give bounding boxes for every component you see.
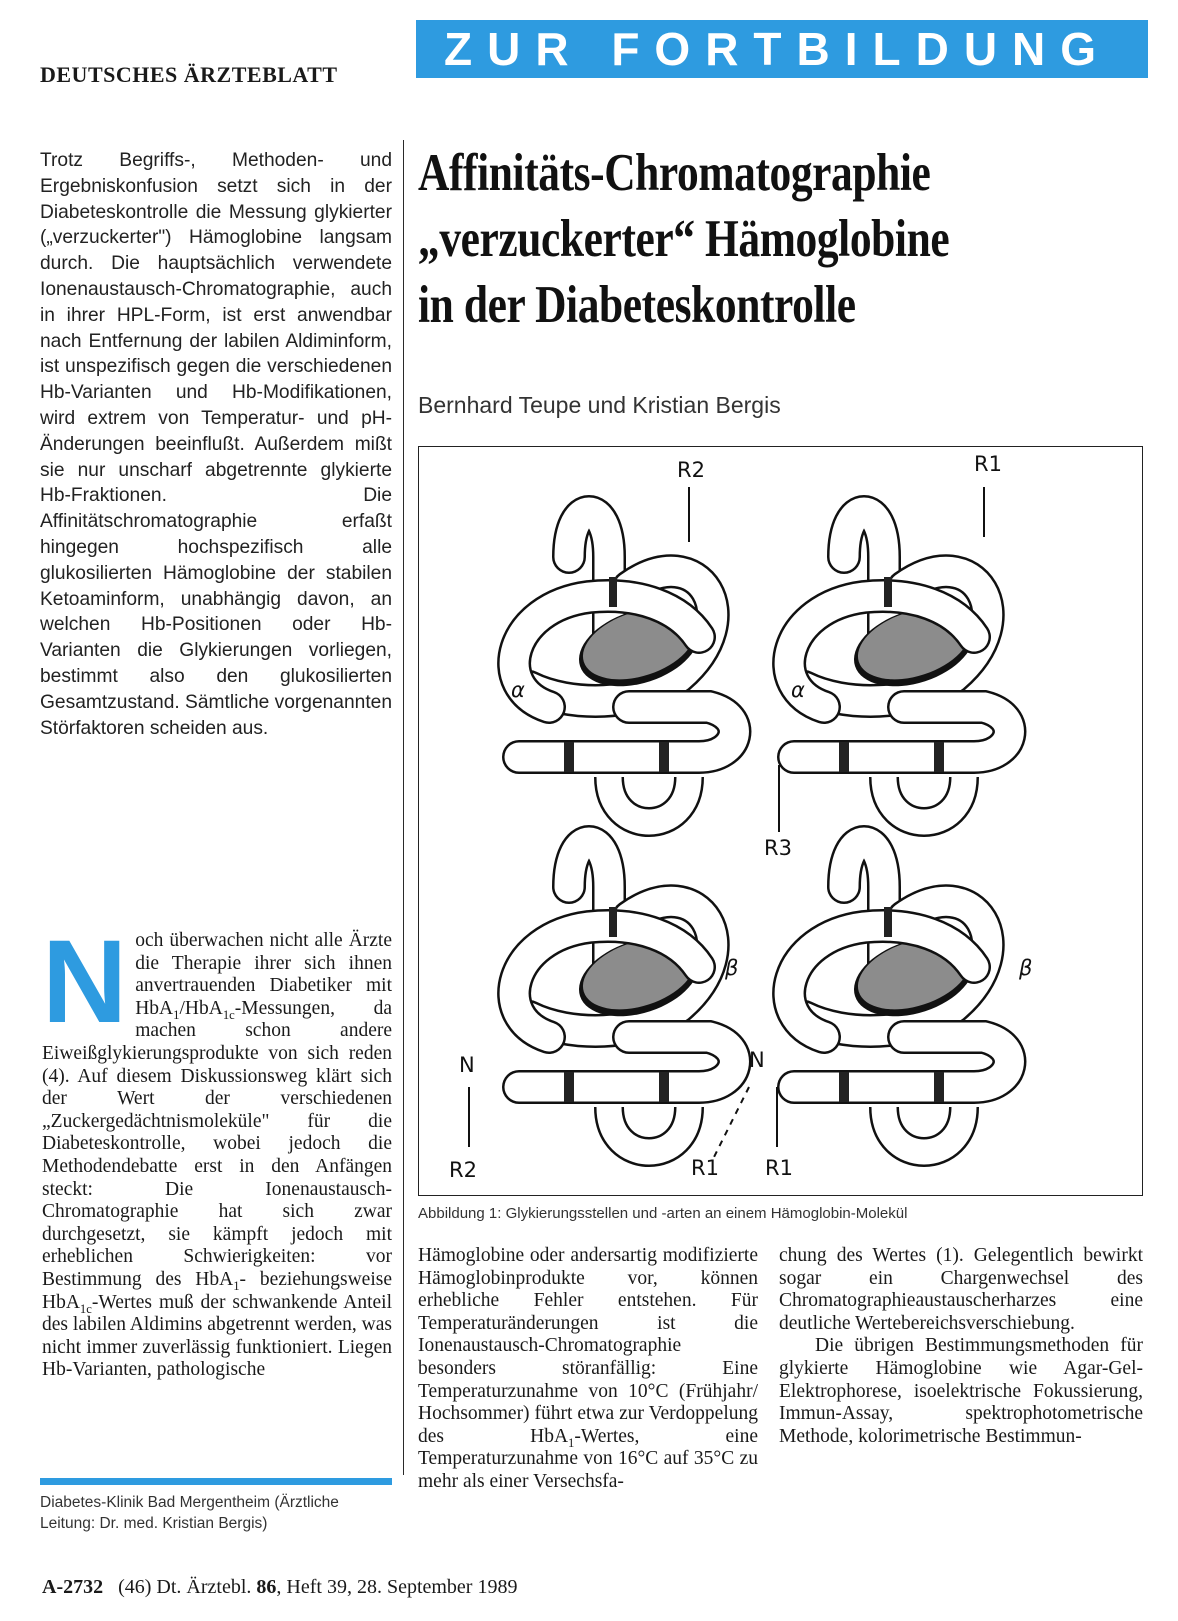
label-r3: R3: [764, 836, 792, 860]
journal-name: DEUTSCHES ÄRZTEBLATT: [40, 62, 338, 87]
abstract: Trotz Begriffs-, Methoden- und Ergebniskonfusion setzt sich in der Diabeteskontrolle die Messung glykierter („verzuckerter") Hämoglobine langsam durch. Die hauptsächlich verwendete Ionenaustausch-Chromatographie, auch in ihrer HPL-Form, ist erst anwendbar nach Entfernung der labilen Aldiminform, ist unspezifisch gegen die verschiedenen Hb-Varianten und Hb-Modifikationen, wird extrem von Temperatur- und pH-Änderungen beeinflußt. Außerdem mißt sie nur unscharf abgetrennte glykierte Hb-Fraktionen. Die Affinitätschromatographie erfaßt hingegen hochspezifisch alle glukosilierten Hämoglobine der stabilen Ketoaminform, unabhängig davon, an welchen Hb-Positionen oder Hb-Varianten die Glykierungen vorliegen, bestimmt also den glukosilierten Gesamtzustand. Sämtliche vorgenannten Störfaktoren scheiden aus.: [40, 150, 392, 739]
body-column-3: [779, 1245, 1143, 1448]
figure-caption: Abbildung 1: Glykierungsstellen und -arten an einem Hämoglobin-Molekül: [418, 1205, 908, 1222]
label-alpha-left: α: [511, 678, 525, 702]
title-line-3: in der Diabeteskontrolle: [418, 276, 856, 334]
label-r1-prime: R1: [765, 1156, 793, 1180]
title-line-2: „verzuckerter“ Hämoglobine: [418, 210, 950, 268]
affiliation-rule: [40, 1478, 392, 1485]
page-footer: A-2732 (46) Dt. Ärztebl. 86, Heft 39, 28. September 1989: [42, 1576, 518, 1598]
label-r2-bottom: R2: [449, 1158, 477, 1182]
subunit-beta-left: [514, 842, 734, 1152]
article-title: [418, 140, 1008, 338]
authors: Bernhard Teupe und Kristian Bergis: [418, 392, 781, 418]
hemoglobin-figure: [418, 446, 1143, 1196]
col3-paragraph-1: chung des Wertes (1). Gelegentlich bewirkt sogar ein Chargenwechsel des Chromatographieaustauscherharzes eine deutliche Wertebereichsverschiebung.: [779, 1245, 1143, 1334]
label-alpha-right: α: [791, 678, 805, 702]
label-r2-top: R2: [677, 458, 705, 482]
hemoglobin-diagram: [419, 447, 1144, 1197]
section-banner: ZUR FORTBILDUNG: [416, 20, 1148, 78]
drop-cap: N: [42, 916, 128, 1048]
col3-paragraph-2: Die übrigen Bestimmungsmethoden für glykierte Hämoglobine wie Agar-Gel-Elektrophorese, isoelektrische Fokussierung, Immun-Assay, spektrophotometrische Methode, kolorimetrische Bestimmun-: [779, 1335, 1143, 1447]
page-number: A-2732: [42, 1576, 104, 1598]
body-column-2: Hämoglobine oder andersartig modifizierte Hämoglobinprodukte vor, können erhebliche Fehler entstehen. Für Temperaturänderungen ist die Ionenaustausch-Chromatographie besonders störanfällig: Eine Temperaturzunahme von 10°C (Frühjahr/ Hochsommer) führt etwa zur Verdoppelung des HbA$_1$-Wertes, eine Temperaturzunahme von 16°C auf 35°C zu mehr als einer Versechsfa-: [418, 1245, 758, 1492]
label-n-right: N: [749, 1048, 765, 1072]
affiliation: Diabetes-Klinik Bad Mergentheim (Ärztliche Leitung: Dr. med. Kristian Bergis): [40, 1494, 339, 1532]
label-beta-right: β: [1019, 956, 1033, 980]
subunit-alpha-right: [789, 512, 1009, 822]
label-n-left: N: [459, 1053, 475, 1077]
column-divider: [403, 140, 404, 1475]
label-beta-left: β: [725, 956, 739, 980]
label-r1-top: R1: [974, 452, 1002, 476]
label-r1-bottom: R1: [691, 1156, 719, 1180]
intro-paragraph: Noch überwachen nicht alle Ärzte die Therapie ihrer sich ihnen anvertrauenden Diabetiker mit HbA$_1$/HbA$_{1c}$-Messungen, da machen schon andere Eiweißglykierungsprodukte von sich reden (4). Auf diesem Diskussionsweg klärt sich der Wert der verschiedenen „Zuckergedächtnismoleküle" für die Diabeteskontrolle, wobei jedoch die Methodendebatte erst in den Anfängen steckt: Die Ionenaustausch-Chromatographie hat sich zwar durchgesetzt, sie kämpft jedoch mit erheblichen Schwierigkeiten: vor Bestimmung des HbA$_1$- beziehungsweise HbA$_{1c}$-Wertes muß der schwankende Anteil des labilen Aldimins abgetrennt werden, was nicht immer zuverlässig funktioniert. Liegen Hb-Varianten, pathologische: [42, 916, 392, 1381]
subunit-beta-right: [789, 842, 1009, 1152]
subunit-alpha-left: [514, 512, 734, 822]
title-line-1: Affinitäts-Chromatographie: [418, 144, 931, 202]
